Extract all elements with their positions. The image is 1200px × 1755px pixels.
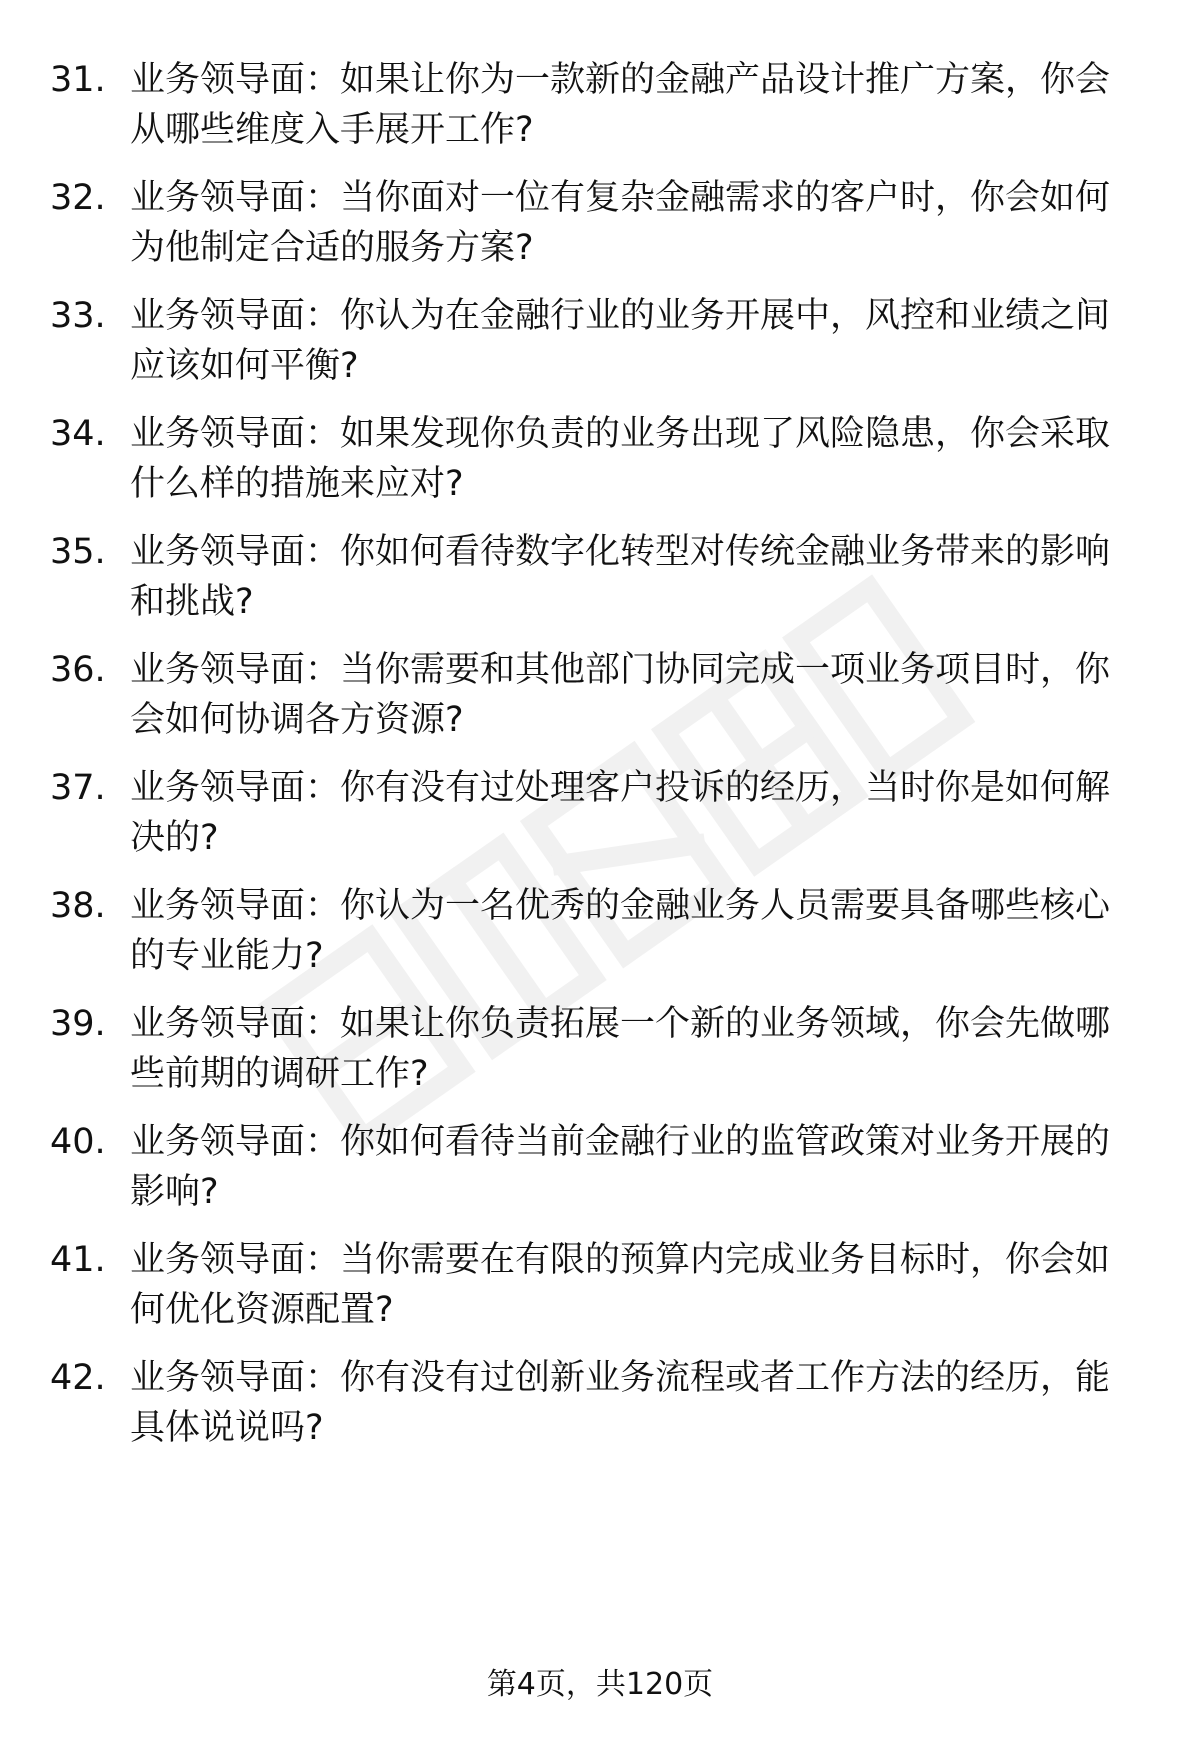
question-text-line-2: 和挑战? <box>130 582 254 622</box>
question-item <box>50 1117 1150 1217</box>
question-item <box>50 291 1150 391</box>
question-text-line-1: 业务领导面：你如何看待数字化转型对传统金融业务带来的影响 <box>130 532 1111 572</box>
question-text-line-1: 业务领导面：当你需要和其他部门协同完成一项业务项目时，你 <box>130 650 1111 690</box>
question-text-line-2: 会如何协调各方资源? <box>130 700 464 740</box>
page-footer <box>0 1665 1200 1705</box>
question-item <box>50 999 1150 1099</box>
question-item <box>50 527 1150 627</box>
question-number: 38. <box>50 886 106 926</box>
question-text-line-2: 些前期的调研工作? <box>130 1054 429 1094</box>
question-text-line-2: 何优化资源配置? <box>130 1290 394 1330</box>
question-text-line-1: 业务领导面：你如何看待当前金融行业的监管政策对业务开展的 <box>130 1122 1111 1162</box>
question-item <box>50 409 1150 509</box>
question-text-line-2: 影响? <box>130 1172 219 1212</box>
question-text-line-1: 业务领导面：如果发现你负责的业务出现了风险隐患，你会采取 <box>130 414 1111 454</box>
question-number: 35. <box>50 532 106 572</box>
question-item <box>50 1235 1150 1335</box>
question-text <box>130 1353 1190 1453</box>
question-number: 33. <box>50 296 106 336</box>
question-text-line-1: 业务领导面：如果让你为一款新的金融产品设计推广方案，你会 <box>130 60 1111 100</box>
question-number: 41. <box>50 1240 106 1280</box>
question-text <box>130 291 1190 391</box>
question-number: 31. <box>50 60 106 100</box>
question-text-line-2: 具体说说吗? <box>130 1408 324 1448</box>
question-text-line-1: 业务领导面：你认为一名优秀的金融业务人员需要具备哪些核心 <box>130 886 1111 926</box>
question-item <box>50 55 1150 155</box>
question-number: 42. <box>50 1358 106 1398</box>
question-text-line-1: 业务领导面：当你需要在有限的预算内完成业务目标时，你会如 <box>130 1240 1111 1280</box>
question-text <box>130 55 1190 155</box>
question-item <box>50 645 1150 745</box>
question-text-line-2: 应该如何平衡? <box>130 346 359 386</box>
question-text <box>130 999 1190 1099</box>
question-text-line-1: 业务领导面：当你面对一位有复杂金融需求的客户时，你会如何 <box>130 178 1111 218</box>
question-text <box>130 881 1190 981</box>
question-text-line-2: 从哪些维度入手展开工作? <box>130 110 534 150</box>
question-number: 39. <box>50 1004 106 1044</box>
question-text-line-1: 业务领导面：你有没有过处理客户投诉的经历，当时你是如何解 <box>130 768 1111 808</box>
question-item <box>50 173 1150 273</box>
question-text <box>130 173 1190 273</box>
question-text-line-1: 业务领导面：你有没有过创新业务流程或者工作方法的经历，能 <box>130 1358 1111 1398</box>
question-number: 32. <box>50 178 106 218</box>
question-text <box>130 409 1190 509</box>
question-text-line-2: 的专业能力? <box>130 936 324 976</box>
question-number: 36. <box>50 650 106 690</box>
question-text <box>130 645 1190 745</box>
question-text <box>130 763 1190 863</box>
question-number: 34. <box>50 414 106 454</box>
question-number: 37. <box>50 768 106 808</box>
question-text <box>130 1235 1190 1335</box>
question-text-line-2: 什么样的措施来应对? <box>130 464 464 504</box>
question-text-line-2: 为他制定合适的服务方案? <box>130 228 534 268</box>
question-text-line-1: 业务领导面：如果让你负责拓展一个新的业务领域，你会先做哪 <box>130 1004 1111 1044</box>
question-item <box>50 763 1150 863</box>
page-number-label: 第4页，共120页 <box>486 1667 714 1702</box>
question-text-line-1: 业务领导面：你认为在金融行业的业务开展中，风控和业绩之间 <box>130 296 1111 336</box>
question-text <box>130 527 1190 627</box>
question-text-line-2: 决的? <box>130 818 219 858</box>
question-number: 40. <box>50 1122 106 1162</box>
question-text <box>130 1117 1190 1217</box>
question-item <box>50 881 1150 981</box>
question-item <box>50 1353 1150 1453</box>
